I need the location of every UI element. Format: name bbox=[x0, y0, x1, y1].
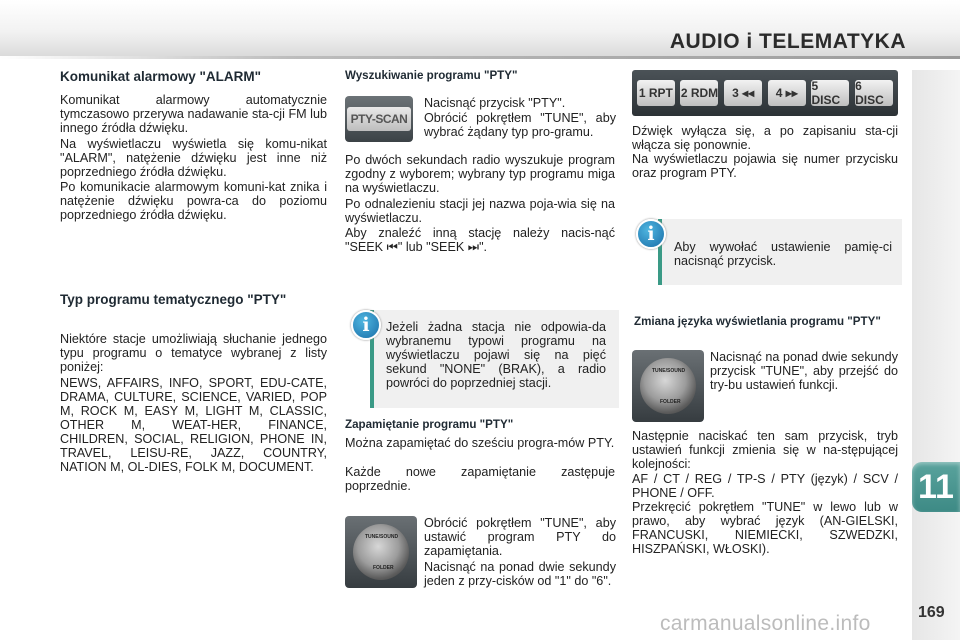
chapter-tab: 11 bbox=[912, 462, 960, 512]
preset-buttons-image bbox=[632, 70, 898, 116]
language-paragraph-2: Następnie naciskać ten sam przycisk, tryb ustawień funkcji zmienia się w na-stępującej kolejności: bbox=[632, 429, 898, 471]
alarm-paragraph-3: Po komunikacie alarmowym komuni-kat znika i natężenie dźwięku powra-ca do poziomu poprzedniego źródła dźwięku. bbox=[60, 180, 327, 222]
watermark: carmanualsonline.info bbox=[660, 612, 871, 635]
preset-1: 1 RPT bbox=[637, 80, 675, 106]
language-paragraph-3: AF / CT / REG / TP-S / PTY (język) / SCV / PHONE / OFF. bbox=[632, 472, 898, 500]
header-divider bbox=[0, 56, 960, 59]
preset-4: 4 ▸▸ bbox=[768, 80, 806, 106]
save-paragraph-2: Każde nowe zapamiętanie zastępuje poprzednie. bbox=[345, 465, 615, 493]
search-paragraph-3: Po dwóch sekundach radio wyszukuje program zgodny z wyborem; wybrany typ programu miga na wyświetlaczu. bbox=[345, 153, 615, 195]
alarm-heading: Komunikat alarmowy "ALARM" bbox=[60, 69, 262, 84]
save-heading: Zapamiętanie programu "PTY" bbox=[345, 418, 514, 431]
language-paragraph-1: Nacisnąć na ponad dwie sekundy przycisk "TUNE", aby przejść do try-bu ustawień funkcji. bbox=[710, 350, 898, 392]
pty-paragraph-1: Niektóre stacje umożliwiają słuchanie jednego typu programu o tematyce wybranej z listy poniżej: bbox=[60, 332, 327, 374]
info-icon: i bbox=[636, 219, 666, 249]
tune-sound-knob-image bbox=[345, 516, 417, 588]
language-heading: Zmiana języka wyświetlania programu "PTY" bbox=[634, 315, 881, 328]
language-paragraph-4: Przekręcić pokrętłem "TUNE" w lewo lub w prawo, aby wybrać język (AN-GIELSKI, FRANCUSKI, NIEMIECKI, SZWEDZKI, HISZPAŃSKI, WŁOSKI). bbox=[632, 500, 898, 556]
info-icon: i bbox=[351, 310, 381, 340]
pty-heading: Typ programu tematycznego "PTY" bbox=[60, 292, 287, 307]
search-paragraph-5: Aby znaleźć inną stację należy nacis-nąć "SEEK ⏮" lub "SEEK ⏭". bbox=[345, 226, 615, 254]
preset-6: 6 DISC bbox=[855, 80, 893, 106]
page-title: AUDIO i TELEMATYKA bbox=[669, 30, 906, 53]
alarm-paragraph-2: Na wyświetlaczu wyświetla się komu-nikat "ALARM", natężenie dźwięku jest inne niż poprzedniego źródła dźwięku. bbox=[60, 137, 327, 179]
save-paragraph-3: Obrócić pokrętłem "TUNE", aby ustawić program PTY do zapamiętania. bbox=[424, 516, 616, 558]
page-number: 169 bbox=[918, 604, 945, 621]
preset-5: 5 DISC bbox=[811, 80, 849, 106]
alarm-paragraph-1: Komunikat alarmowy automatycznie tymczasowo przerywa nadawanie sta-cji FM lub innego źródła dźwięku. bbox=[60, 93, 327, 135]
info-box-no-station bbox=[370, 310, 619, 408]
tune-knob-icon bbox=[640, 358, 696, 414]
pty-scan-button-image bbox=[345, 96, 413, 142]
knob-label-top: TUNE/SOUND bbox=[365, 534, 399, 540]
info-text-recall: Aby wywołać ustawienie pamię-ci nacisnąć przycisk. bbox=[674, 240, 892, 268]
tune-sound-knob-image bbox=[632, 350, 704, 422]
knob-label-bottom: FOLDER bbox=[660, 399, 681, 405]
pty-types-list: NEWS, AFFAIRS, INFO, SPORT, EDU-CATE, DRAMA, CULTURE, SCIENCE, VARIED, POP M, ROCK M, EASY M, LIGHT M, CLASSIC, OTHER M, WEAT-HER, FINANCE, CHILDREN, SOCIAL, RELIGION, PHONE IN, TRAVEL, LEISU-RE, JAZZ, COUNTRY, NATION M, OL-DIES, FOLK M, DOCUMENT. bbox=[60, 376, 327, 474]
preset-paragraph-2: Na wyświetlaczu pojawia się numer przycisku oraz program PTY. bbox=[632, 152, 898, 180]
search-heading: Wyszukiwanie programu "PTY" bbox=[345, 69, 518, 82]
knob-label-top: TUNE/SOUND bbox=[652, 368, 686, 374]
preset-paragraph-1: Dźwięk wyłącza się, a po zapisaniu sta-cji włącza się ponownie. bbox=[632, 124, 898, 152]
knob-label-bottom: FOLDER bbox=[373, 565, 394, 571]
search-paragraph-2: Obrócić pokrętłem "TUNE", aby wybrać żądany typ pro-gramu. bbox=[424, 111, 616, 139]
pty-scan-label: PTY-SCAN bbox=[347, 107, 412, 131]
search-paragraph-4: Po odnalezieniu stacji jej nazwa poja-wia się na wyświetlaczu. bbox=[345, 197, 615, 225]
save-paragraph-4: Nacisnąć na ponad dwie sekundy jeden z przy-cisków od "1" do "6". bbox=[424, 560, 616, 588]
preset-2: 2 RDM bbox=[680, 80, 718, 106]
chapter-sidebar bbox=[912, 70, 960, 640]
info-text-no-station: Jeżeli żadna stacja nie odpowia-da wybranemu typowi programu na wyświetlaczu pojawi się na pięć sekund "NONE" (BRAK), a radio powróci do poprzedniej stacji. bbox=[386, 320, 606, 390]
info-box-recall bbox=[658, 219, 902, 285]
save-paragraph-1: Można zapamiętać do sześciu progra-mów PTY. bbox=[345, 436, 615, 450]
preset-3: 3 ◂◂ bbox=[724, 80, 762, 106]
search-paragraph-1: Nacisnąć przycisk "PTY". bbox=[424, 96, 566, 110]
tune-knob-icon bbox=[353, 524, 409, 580]
